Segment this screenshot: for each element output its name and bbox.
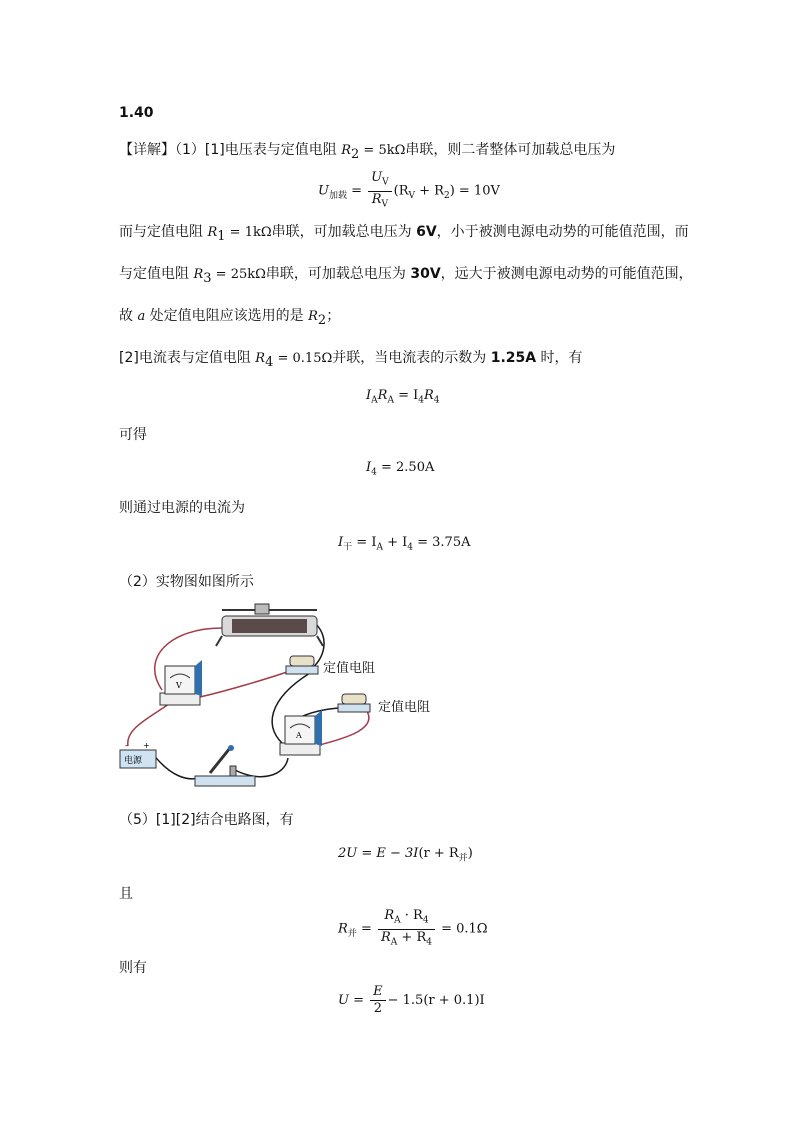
- symbol: I: [366, 388, 372, 403]
- symbol: R: [384, 908, 395, 923]
- subscript: 4: [407, 542, 413, 553]
- text: 故: [119, 308, 138, 324]
- paragraph-1: [119, 140, 615, 165]
- paragraph-3: [119, 264, 693, 289]
- symbol: R: [371, 191, 382, 207]
- term: ): [467, 846, 473, 861]
- subscript: A: [387, 395, 394, 406]
- subscript: 4: [418, 395, 424, 406]
- equation-5: [338, 846, 473, 864]
- text: ，小于被测电源电动势的可能值范围，而: [436, 224, 689, 240]
- subscript: V: [381, 199, 389, 210]
- paragraph-7: 则通过电源的电流为: [119, 500, 245, 516]
- term: − 1.5(r + 0.1)I: [387, 993, 485, 1008]
- term: + I: [382, 535, 408, 550]
- term: + R: [397, 929, 427, 945]
- battery-label: 电源: [124, 756, 143, 766]
- equation-6: [338, 908, 488, 950]
- subscript: 4: [422, 915, 429, 926]
- symbol: a: [137, 309, 146, 324]
- resistor-icon: [338, 694, 370, 712]
- voltmeter-icon: [160, 660, 202, 705]
- voltmeter-label: V: [176, 681, 182, 690]
- text: 【详解】（1）[1]电压表与定值电阻: [119, 142, 342, 158]
- figure-label-resistor-2: 定值电阻: [378, 700, 431, 715]
- equation-2: [366, 388, 440, 406]
- paragraph-11: 则有: [119, 960, 147, 976]
- subscript: 2: [443, 191, 450, 202]
- subscript: 3: [203, 270, 212, 286]
- plus-sign: +: [143, 741, 150, 750]
- ammeter-label: A: [296, 731, 302, 740]
- symbol: U: [318, 183, 329, 199]
- equation-3: [366, 460, 434, 478]
- value: 6V: [416, 224, 437, 240]
- symbol: R: [308, 309, 318, 324]
- term: = I: [352, 535, 377, 550]
- symbol: R: [380, 929, 391, 945]
- symbol: R: [193, 267, 204, 282]
- text: 串联，则二者整体可加载总电压为: [405, 142, 616, 158]
- equation-1: [318, 170, 500, 212]
- subscript: A: [394, 915, 401, 926]
- term: = 2.50A: [376, 460, 435, 475]
- subscript: 并: [347, 929, 357, 940]
- subscript: A: [376, 542, 383, 553]
- paragraph-6: 可得: [119, 427, 147, 443]
- wire: [235, 758, 288, 777]
- subscript: 加载: [328, 191, 347, 202]
- fraction: [368, 170, 391, 212]
- paragraph-4: [119, 306, 340, 331]
- subscript: 4: [426, 937, 432, 948]
- symbol: R: [255, 351, 266, 366]
- text: ；: [326, 308, 341, 324]
- figure-label-resistor-1: 定值电阻: [323, 661, 376, 676]
- battery-icon: [120, 741, 156, 768]
- wire: [150, 750, 205, 779]
- symbol: R: [423, 388, 434, 403]
- subscript: 2: [317, 312, 327, 328]
- subscript: 4: [371, 467, 377, 478]
- subscript: 2: [351, 146, 360, 162]
- text: 并联，当电流表的示数为: [332, 350, 491, 366]
- term: · R: [400, 908, 423, 923]
- value: = 25kΩ: [211, 267, 266, 282]
- resistor-icon: [286, 656, 318, 674]
- symbol: I: [366, 460, 372, 475]
- value: = 1kΩ: [225, 225, 272, 240]
- value: = 5kΩ: [359, 143, 406, 158]
- wire: [128, 701, 173, 746]
- paragraph-8: （2）实物图如图所示: [119, 574, 254, 590]
- denominator: 2: [373, 1001, 383, 1016]
- symbol: R: [207, 225, 218, 240]
- term: = 0.1Ω: [436, 921, 488, 937]
- subscript: 1: [217, 228, 226, 244]
- symbol: U: [371, 170, 383, 185]
- text: 串联，可加载总电压为: [265, 266, 411, 282]
- text: 而与定值电阻: [119, 224, 208, 240]
- subscript: A: [390, 937, 398, 948]
- subscript: A: [371, 395, 378, 406]
- paragraph-2: [119, 222, 689, 247]
- symbol: R: [338, 921, 348, 937]
- operator: =: [346, 183, 367, 199]
- term: (r + R: [418, 846, 459, 861]
- fraction: [378, 908, 435, 950]
- numerator: E: [370, 984, 386, 1001]
- term: = 3.75A: [412, 535, 471, 550]
- term: + R: [415, 183, 444, 199]
- minus-sign: -: [125, 741, 128, 750]
- switch-icon: [195, 745, 255, 786]
- paragraph-10: 且: [119, 886, 133, 902]
- subscript: 4: [433, 395, 440, 406]
- text: 与定值电阻: [119, 266, 194, 282]
- subscript: 干: [343, 542, 353, 553]
- operator: =: [356, 921, 376, 937]
- text: 串联，可加载总电压为: [271, 224, 417, 240]
- text: 处定值电阻应该选用的是: [145, 308, 309, 324]
- symbol: I: [338, 535, 344, 550]
- term: U =: [338, 993, 369, 1008]
- wire: [195, 670, 293, 698]
- heading: 1.40: [119, 105, 154, 121]
- text: [2]电流表与定值电阻: [119, 350, 256, 366]
- subscript: 4: [265, 354, 274, 370]
- subscript: V: [408, 191, 415, 202]
- term: ) = 10V: [449, 183, 500, 199]
- term: 2U = E − 3I: [338, 846, 419, 861]
- value: 1.25A: [490, 350, 537, 366]
- value: = 0.15Ω: [273, 351, 333, 366]
- rheostat-icon: [216, 604, 323, 646]
- ammeter-icon: [280, 710, 322, 755]
- text: 时，有: [536, 350, 583, 366]
- fraction: [370, 984, 386, 1017]
- term: (R: [393, 183, 409, 199]
- text: ，远大于被测电源电动势的可能值范围，: [440, 266, 693, 282]
- equation-7: [338, 984, 485, 1017]
- symbol: R: [341, 143, 351, 158]
- subscript: 并: [458, 853, 468, 864]
- symbol: R: [377, 388, 388, 403]
- subscript: V: [382, 177, 389, 188]
- value: 30V: [410, 266, 441, 282]
- term: = I: [393, 388, 419, 403]
- equation-4: [338, 535, 470, 553]
- paragraph-9: （5）[1][2]结合电路图，有: [119, 812, 294, 828]
- paragraph-5: [119, 348, 583, 373]
